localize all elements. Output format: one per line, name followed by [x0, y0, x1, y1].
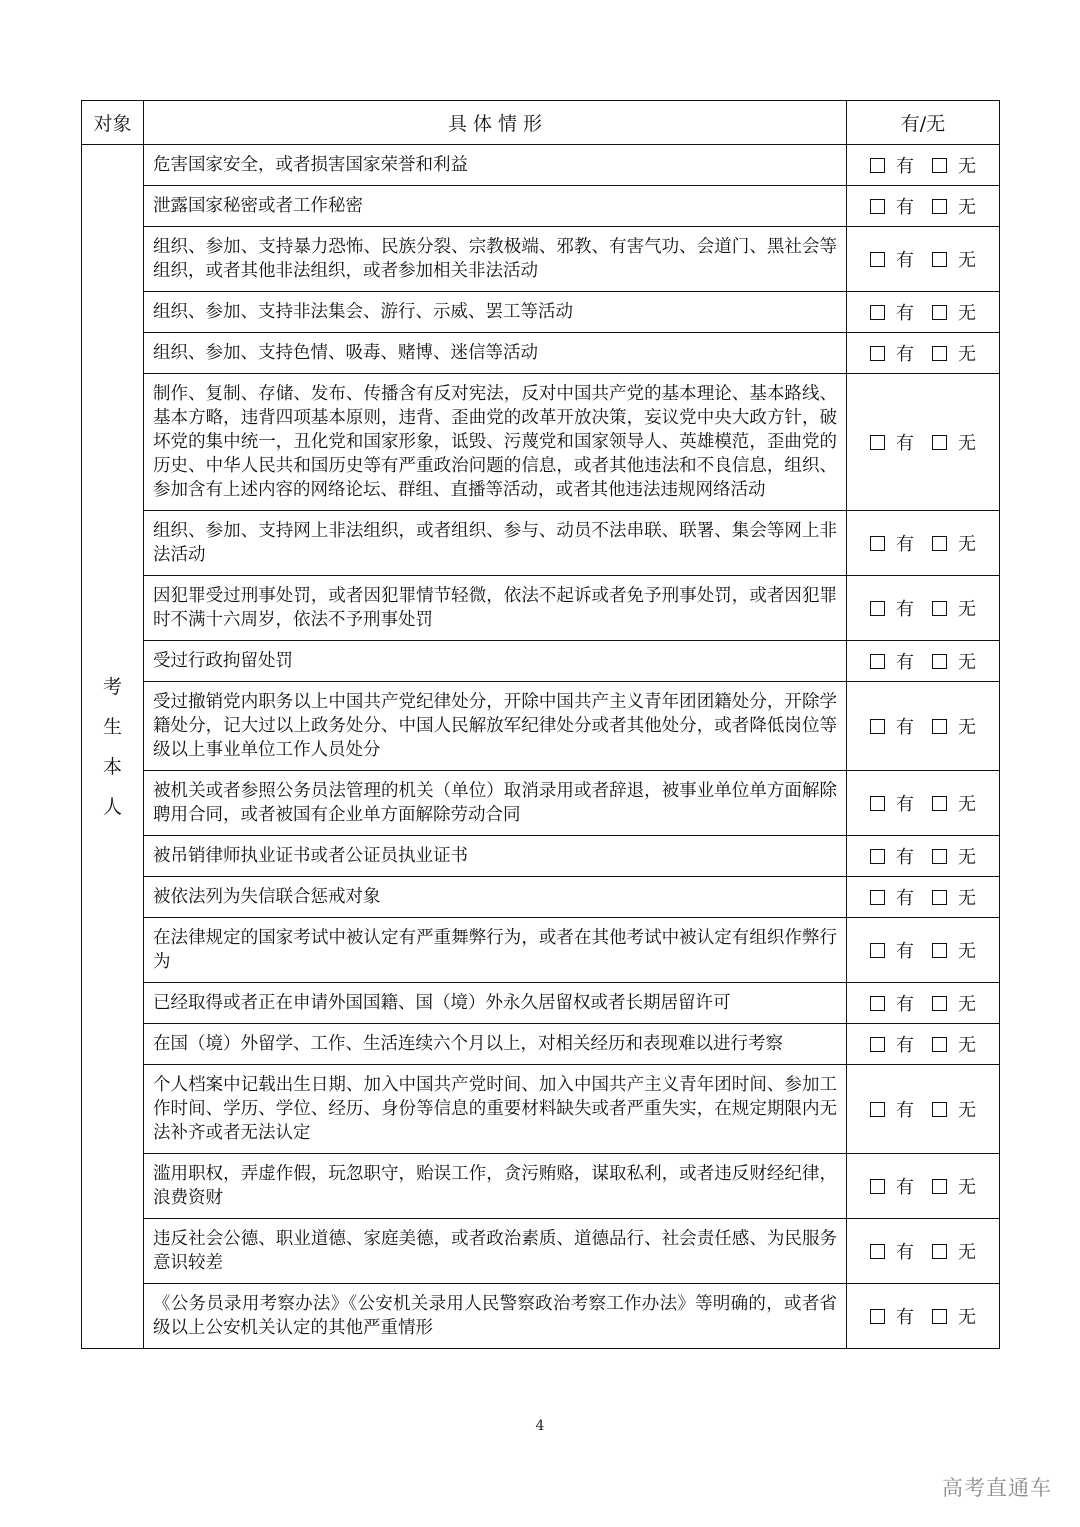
option-no[interactable] [932, 152, 976, 178]
checkbox-yes[interactable] [870, 1179, 885, 1194]
option-no[interactable] [932, 990, 976, 1016]
checkbox-no[interactable] [932, 1102, 947, 1117]
table-header-row [82, 101, 1000, 145]
option-yes-label: 有 [896, 1035, 914, 1056]
table-row [82, 983, 1000, 1024]
table-row [82, 877, 1000, 918]
option-no-label: 无 [958, 1177, 976, 1198]
table-row [82, 836, 1000, 877]
yes-no-cell [847, 1219, 1000, 1284]
option-no[interactable] [932, 595, 976, 621]
option-no-label: 无 [958, 433, 976, 454]
yes-no-cell [847, 292, 1000, 333]
checkbox-yes[interactable] [870, 435, 885, 450]
checkbox-yes[interactable] [870, 996, 885, 1011]
option-yes-label: 有 [896, 847, 914, 868]
table-row [82, 682, 1000, 771]
yes-no-cell [847, 641, 1000, 682]
option-yes[interactable] [870, 595, 914, 621]
table-row [82, 1024, 1000, 1065]
situation-text: 受过撤销党内职务以上中国共产党纪律处分，开除中国共产主义青年团团籍处分，开除学籍处分，记大过以上政务处分、中国人民解放军纪律处分或者其他处分，或者降低岗位等级以上事业单位工作人员处分 [144, 682, 847, 771]
option-no[interactable] [932, 937, 976, 963]
option-yes[interactable] [870, 1238, 914, 1264]
checkbox-yes[interactable] [870, 796, 885, 811]
situation-text: 组织、参加、支持色情、吸毒、赌博、迷信等活动 [144, 333, 847, 374]
checkbox-yes[interactable] [870, 305, 885, 320]
checkbox-yes[interactable] [870, 849, 885, 864]
checkbox-no[interactable] [932, 1037, 947, 1052]
situation-text: 被吊销律师执业证书或者公证员执业证书 [144, 836, 847, 877]
situation-text: 组织、参加、支持网上非法组织，或者组织、参与、动员不法串联、联署、集会等网上非法活动 [144, 511, 847, 576]
checkbox-no[interactable] [932, 1179, 947, 1194]
situation-text: 已经取得或者正在申请外国国籍、国（境）外永久居留权或者长期居留许可 [144, 983, 847, 1024]
checkbox-yes[interactable] [870, 654, 885, 669]
checkbox-yes[interactable] [870, 1102, 885, 1117]
checkbox-yes[interactable] [870, 1244, 885, 1259]
yes-no-cell [847, 877, 1000, 918]
checkbox-yes[interactable] [870, 943, 885, 958]
option-yes[interactable] [870, 937, 914, 963]
table-row [82, 333, 1000, 374]
option-yes[interactable] [870, 530, 914, 556]
option-yes-label: 有 [896, 303, 914, 324]
option-no-label: 无 [958, 1242, 976, 1263]
option-no-label: 无 [958, 1307, 976, 1328]
table-row [82, 1219, 1000, 1284]
table-body [82, 145, 1000, 1349]
situation-text: 泄露国家秘密或者工作秘密 [144, 186, 847, 227]
subject-cell [82, 145, 144, 1349]
option-yes[interactable] [870, 648, 914, 674]
option-yes-label: 有 [896, 652, 914, 673]
option-yes-label: 有 [896, 599, 914, 620]
table-row [82, 511, 1000, 576]
header-yes-no: 有/无 [847, 101, 1000, 145]
option-no-label: 无 [958, 1035, 976, 1056]
table-row [82, 641, 1000, 682]
yes-no-cell [847, 576, 1000, 641]
option-no[interactable] [932, 1173, 976, 1199]
checkbox-yes[interactable] [870, 252, 885, 267]
option-yes-label: 有 [896, 888, 914, 909]
option-yes[interactable] [870, 1031, 914, 1057]
option-no-label: 无 [958, 534, 976, 555]
checkbox-yes[interactable] [870, 719, 885, 734]
checkbox-no[interactable] [932, 654, 947, 669]
option-no[interactable] [932, 299, 976, 325]
situation-text: 《公务员录用考察办法》《公安机关录用人民警察政治考察工作办法》等明确的，或者省级以上公安机关认定的其他严重情形 [144, 1284, 847, 1349]
table-row [82, 186, 1000, 227]
option-yes-label: 有 [896, 1100, 914, 1121]
checkbox-yes[interactable] [870, 536, 885, 551]
option-yes[interactable] [870, 790, 914, 816]
situation-text: 被机关或者参照公务员法管理的机关（单位）取消录用或者辞退，被事业单位单方面解除聘用合同，或者被国有企业单方面解除劳动合同 [144, 771, 847, 836]
situation-text: 组织、参加、支持非法集会、游行、示威、罢工等活动 [144, 292, 847, 333]
option-no[interactable] [932, 246, 976, 272]
option-no-label: 无 [958, 717, 976, 738]
header-details: 具 体 情 形 [144, 101, 847, 145]
option-no-label: 无 [958, 847, 976, 868]
option-yes-label: 有 [896, 344, 914, 365]
option-no[interactable] [932, 843, 976, 869]
checkbox-no[interactable] [932, 435, 947, 450]
table-row [82, 145, 1000, 186]
checkbox-no[interactable] [932, 1244, 947, 1259]
option-no-label: 无 [958, 794, 976, 815]
checkbox-yes[interactable] [870, 601, 885, 616]
yes-no-cell [847, 983, 1000, 1024]
option-no[interactable] [932, 193, 976, 219]
subject-char: 生 [102, 715, 122, 738]
checkbox-no[interactable] [932, 890, 947, 905]
option-yes[interactable] [870, 1096, 914, 1122]
option-no-label: 无 [958, 197, 976, 218]
option-yes-label: 有 [896, 433, 914, 454]
table-row [82, 1154, 1000, 1219]
table-row [82, 1065, 1000, 1154]
yes-no-cell [847, 1065, 1000, 1154]
option-yes[interactable] [870, 246, 914, 272]
option-yes[interactable] [870, 884, 914, 910]
option-no-label: 无 [958, 599, 976, 620]
yes-no-cell [847, 511, 1000, 576]
watermark-text: 高考直通车 [942, 1476, 1052, 1500]
option-no-label: 无 [958, 652, 976, 673]
yes-no-cell [847, 227, 1000, 292]
option-no[interactable] [932, 1031, 976, 1057]
checkbox-no[interactable] [932, 796, 947, 811]
yes-no-cell [847, 333, 1000, 374]
option-no-label: 无 [958, 250, 976, 271]
situation-text: 在法律规定的国家考试中被认定有严重舞弊行为，或者在其他考试中被认定有组织作弊行为 [144, 918, 847, 983]
yes-no-cell [847, 918, 1000, 983]
checkbox-no[interactable] [932, 305, 947, 320]
yes-no-cell [847, 145, 1000, 186]
situation-text: 组织、参加、支持暴力恐怖、民族分裂、宗教极端、邪教、有害气功、会道门、黑社会等组织，或者其他非法组织，或者参加相关非法活动 [144, 227, 847, 292]
option-yes[interactable] [870, 299, 914, 325]
yes-no-cell [847, 1284, 1000, 1349]
option-no[interactable] [932, 340, 976, 366]
option-yes-label: 有 [896, 197, 914, 218]
situation-text: 违反社会公德、职业道德、家庭美德，或者政治素质、道德品行、社会责任感、为民服务意识较差 [144, 1219, 847, 1284]
option-yes-label: 有 [896, 994, 914, 1015]
table-row [82, 576, 1000, 641]
situation-text: 个人档案中记载出生日期、加入中国共产党时间、加入中国共产主义青年团时间、参加工作时间、学历、学位、经历、身份等信息的重要材料缺失或者严重失实，在规定期限内无法补齐或者无法认定 [144, 1065, 847, 1154]
option-yes[interactable] [870, 152, 914, 178]
option-yes[interactable] [870, 713, 914, 739]
review-table [81, 100, 1000, 1349]
option-no[interactable] [932, 429, 976, 455]
option-no[interactable] [932, 1096, 976, 1122]
option-yes-label: 有 [896, 250, 914, 271]
option-yes-label: 有 [896, 794, 914, 815]
situation-text: 因犯罪受过刑事处罚，或者因犯罪情节轻微，依法不起诉或者免予刑事处罚，或者因犯罪时不满十六周岁，依法不予刑事处罚 [144, 576, 847, 641]
checkbox-yes[interactable] [870, 1037, 885, 1052]
subject-char: 考 [102, 675, 122, 698]
checkbox-no[interactable] [932, 252, 947, 267]
yes-no-cell [847, 771, 1000, 836]
situation-text: 制作、复制、存储、发布、传播含有反对宪法，反对中国共产党的基本理论、基本路线、基本方略，违背四项基本原则，违背、歪曲党的改革开放决策，妄议党中央大政方针，破坏党的集中统一，丑化党和国家形象，诋毁、污蔑党和国家领导人、英雄模范，歪曲党的历史、中华人民共和国历史等有严重政治问题的信息，或者其他违法和不良信息，组织、参加含有上述内容的网络论坛、群组、直播等活动，或者其他违法违规网络活动 [144, 374, 847, 511]
checkbox-no[interactable] [932, 996, 947, 1011]
option-yes[interactable] [870, 340, 914, 366]
checkbox-no[interactable] [932, 1309, 947, 1324]
checkbox-no[interactable] [932, 346, 947, 361]
checkbox-no[interactable] [932, 158, 947, 173]
option-yes-label: 有 [896, 1177, 914, 1198]
checkbox-no[interactable] [932, 601, 947, 616]
yes-no-cell [847, 682, 1000, 771]
checkbox-yes[interactable] [870, 158, 885, 173]
subject-char: 人 [102, 795, 122, 818]
checkbox-no[interactable] [932, 199, 947, 214]
checkbox-yes[interactable] [870, 346, 885, 361]
option-no-label: 无 [958, 344, 976, 365]
situation-text: 滥用职权，弄虚作假，玩忽职守，贻误工作，贪污贿赂，谋取私利，或者违反财经纪律，浪费资财 [144, 1154, 847, 1219]
yes-no-cell [847, 186, 1000, 227]
option-no-label: 无 [958, 941, 976, 962]
yes-no-cell [847, 374, 1000, 511]
table-row [82, 1284, 1000, 1349]
option-no[interactable] [932, 790, 976, 816]
option-yes-label: 有 [896, 1242, 914, 1263]
option-yes[interactable] [870, 990, 914, 1016]
option-no-label: 无 [958, 994, 976, 1015]
checkbox-yes[interactable] [870, 199, 885, 214]
situation-text: 被依法列为失信联合惩戒对象 [144, 877, 847, 918]
situation-text: 在国（境）外留学、工作、生活连续六个月以上，对相关经历和表现难以进行考察 [144, 1024, 847, 1065]
checkbox-no[interactable] [932, 719, 947, 734]
checkbox-no[interactable] [932, 849, 947, 864]
situation-text: 危害国家安全，或者损害国家荣誉和利益 [144, 145, 847, 186]
table-row [82, 918, 1000, 983]
checkbox-yes[interactable] [870, 890, 885, 905]
yes-no-cell [847, 836, 1000, 877]
option-no[interactable] [932, 713, 976, 739]
option-yes[interactable] [870, 1303, 914, 1329]
option-no[interactable] [932, 1303, 976, 1329]
option-yes-label: 有 [896, 156, 914, 177]
option-no-label: 无 [958, 303, 976, 324]
yes-no-cell [847, 1154, 1000, 1219]
option-no-label: 无 [958, 888, 976, 909]
option-yes-label: 有 [896, 1307, 914, 1328]
table-row [82, 292, 1000, 333]
option-no[interactable] [932, 648, 976, 674]
option-no[interactable] [932, 884, 976, 910]
option-yes[interactable] [870, 1173, 914, 1199]
subject-char: 本 [102, 755, 122, 778]
header-object: 对象 [82, 101, 144, 145]
checkbox-no[interactable] [932, 943, 947, 958]
table-row [82, 771, 1000, 836]
option-yes-label: 有 [896, 941, 914, 962]
option-no[interactable] [932, 1238, 976, 1264]
situation-text: 受过行政拘留处罚 [144, 641, 847, 682]
option-yes-label: 有 [896, 717, 914, 738]
option-yes[interactable] [870, 843, 914, 869]
checkbox-yes[interactable] [870, 1309, 885, 1324]
option-yes[interactable] [870, 193, 914, 219]
yes-no-cell [847, 1024, 1000, 1065]
option-no-label: 无 [958, 1100, 976, 1121]
table-row [82, 374, 1000, 511]
option-yes[interactable] [870, 429, 914, 455]
page-number: 4 [535, 1418, 545, 1434]
option-no-label: 无 [958, 156, 976, 177]
checkbox-no[interactable] [932, 536, 947, 551]
table-row [82, 227, 1000, 292]
option-no[interactable] [932, 530, 976, 556]
option-yes-label: 有 [896, 534, 914, 555]
